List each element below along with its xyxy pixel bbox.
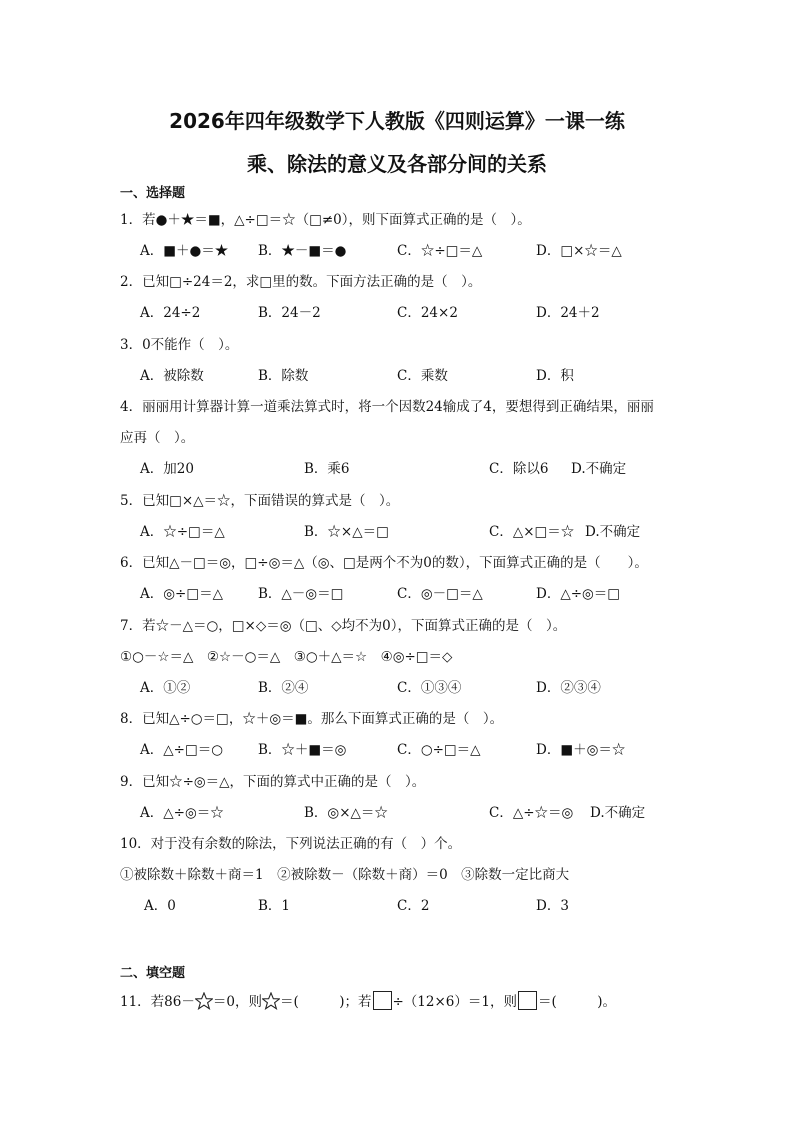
q11-text-part-1: 11．若86－ xyxy=(120,994,195,1010)
section-heading-fill-in: 二、填空题 xyxy=(120,966,186,981)
q4-option-c: C．除以6 xyxy=(489,461,549,477)
q8-option-a: A．△÷□＝○ xyxy=(140,742,223,758)
q9-option-d: D.不确定 xyxy=(590,805,646,821)
q2-option-b: B．24－2 xyxy=(258,305,321,321)
q8-option-c: C．○÷□＝△ xyxy=(397,742,481,758)
q9-option-c: C．△÷☆＝◎ xyxy=(489,805,574,821)
q2-option-c: C．24×2 xyxy=(397,305,458,321)
q7-option-d: D．②③④ xyxy=(536,680,601,696)
q8-option-b: B．☆＋■＝◎ xyxy=(258,742,347,758)
q5-option-a: A．☆÷□＝△ xyxy=(140,524,225,540)
q4-option-d: D.不确定 xyxy=(571,461,627,477)
q2-option-d: D．24＋2 xyxy=(536,305,600,321)
q11-text-part-2: ＝0，则 xyxy=(212,994,262,1010)
q1-option-d: D．□×☆＝△ xyxy=(536,243,622,259)
q5-option-c: C．△×□＝☆ xyxy=(489,524,575,540)
q10-option-d: D．3 xyxy=(536,898,569,914)
question-5: 5．已知□×△＝☆，下面错误的算式是（ ）。 xyxy=(120,493,400,509)
star-outline-icon xyxy=(262,992,280,1010)
blank-box-icon xyxy=(518,991,537,1010)
q2-option-a: A．24÷2 xyxy=(140,305,201,321)
q11-text-part-4: ÷（12×6）＝1，则 xyxy=(392,994,517,1010)
q10-option-b: B．1 xyxy=(258,898,291,914)
q3-option-c: C．乘数 xyxy=(397,368,448,384)
question-1: 1．若●＋★＝■，△÷□＝☆（□≠0），则下面算式正确的是（ ）。 xyxy=(120,212,531,228)
q7-option-c: C．①③④ xyxy=(397,680,462,696)
q11-text-part-3: ＝( )；若 xyxy=(279,994,372,1010)
q9-option-b: B．◎×△＝☆ xyxy=(304,805,388,821)
q10-option-a: A．0 xyxy=(144,898,176,914)
q1-option-a: A．■＋●＝★ xyxy=(140,243,229,259)
q4-option-b: B．乘6 xyxy=(304,461,350,477)
q7-option-b: B．②④ xyxy=(258,680,309,696)
question-10-statements: ①被除数＋除数＋商＝1 ②被除数－（除数＋商）＝0 ③除数一定比商大 xyxy=(120,867,570,883)
question-6: 6．已知△－□＝◎，□÷◎＝△（◎、□是两个不为0的数），下面算式正确的是（ ）。 xyxy=(120,555,648,571)
q3-option-b: B．除数 xyxy=(258,368,309,384)
q6-option-c: C．◎－□＝△ xyxy=(397,586,483,602)
q6-option-a: A．◎÷□＝△ xyxy=(140,586,223,602)
blank-box-icon xyxy=(373,991,392,1010)
question-4-line-1: 4．丽丽用计算器计算一道乘法算式时，将一个因数24输成了4，要想得到正确结果，丽丽 xyxy=(120,399,654,415)
q6-option-d: D．△÷◎＝□ xyxy=(536,586,621,602)
question-3: 3．0不能作（ ）。 xyxy=(120,337,239,353)
q9-option-a: A．△÷◎＝☆ xyxy=(140,805,224,821)
q5-option-b: B．☆×△＝□ xyxy=(304,524,389,540)
question-10: 10．对于没有余数的除法，下列说法正确的有（ ）个。 xyxy=(120,836,462,852)
q8-option-d: D．■＋◎＝☆ xyxy=(536,742,626,758)
section-heading-choice: 一、选择题 xyxy=(120,186,186,201)
question-2: 2．已知□÷24＝2，求□里的数。下面方法正确的是（ ）。 xyxy=(120,274,482,290)
q11-text-part-5: ＝( )。 xyxy=(537,994,617,1010)
question-7: 7．若☆－△＝○，□×◇＝◎（□、◇均不为0），下面算式正确的是（ ）。 xyxy=(120,618,567,634)
q1-option-b: B．★－■＝● xyxy=(258,243,347,259)
q3-option-a: A．被除数 xyxy=(140,368,204,384)
q3-option-d: D．积 xyxy=(536,368,574,384)
question-4-line-2: 应再（ ）。 xyxy=(120,430,195,446)
q1-option-c: C．☆÷□＝△ xyxy=(397,243,483,259)
page-subtitle: 乘、除法的意义及各部分间的关系 xyxy=(247,152,547,176)
q10-option-c: C．2 xyxy=(397,898,430,914)
q5-option-d: D.不确定 xyxy=(585,524,641,540)
q6-option-b: B．△－◎＝□ xyxy=(258,586,344,602)
q4-option-a: A．加20 xyxy=(140,461,194,477)
question-8: 8．已知△÷○＝□，☆＋◎＝■。那么下面算式正确的是（ ）。 xyxy=(120,711,504,727)
question-11 xyxy=(120,990,616,1010)
page-title: 2026年四年级数学下人教版《四则运算》一课一练 xyxy=(169,109,625,133)
q7-option-a: A．①② xyxy=(140,680,191,696)
star-outline-icon xyxy=(195,992,213,1010)
question-7-statements: ①○－☆＝△ ②☆－○＝△ ③○＋△＝☆ ④◎÷□＝◇ xyxy=(120,649,453,665)
question-9: 9．已知☆÷◎＝△，下面的算式中正确的是（ ）。 xyxy=(120,774,426,790)
